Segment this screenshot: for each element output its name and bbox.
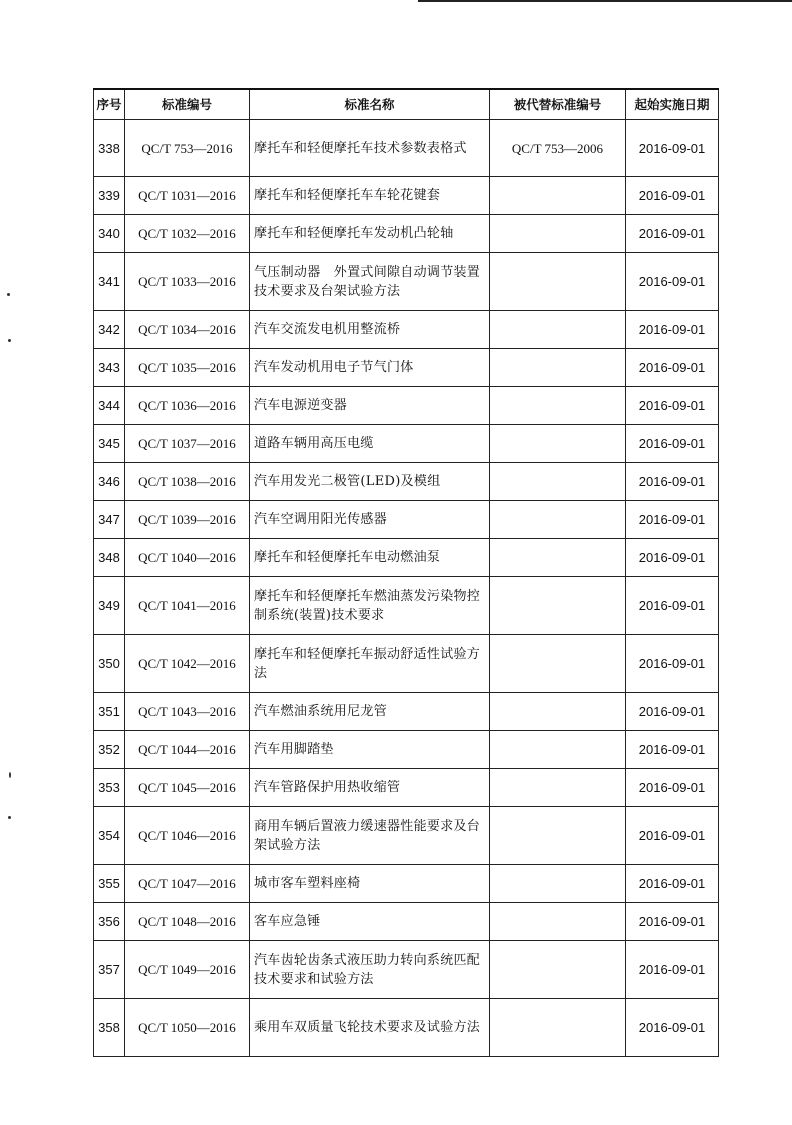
row-standard-name: 汽车用脚踏垫 <box>250 731 490 769</box>
row-standard-code: QC/T 1044—2016 <box>125 731 250 769</box>
row-standard-code: QC/T 1037—2016 <box>125 425 250 463</box>
table-row <box>94 635 719 693</box>
header-replaced: 被代替标准编号 <box>490 89 626 120</box>
top-scan-line <box>418 0 792 2</box>
row-standard-code: QC/T 1045—2016 <box>125 769 250 807</box>
row-replaced-code <box>490 311 626 349</box>
row-replaced-code <box>490 425 626 463</box>
row-standard-name: 摩托车和轻便摩托车振动舒适性试验方法 <box>250 635 490 693</box>
table-row <box>94 120 719 177</box>
row-seq: 341 <box>94 253 125 311</box>
row-standard-code: QC/T 1040—2016 <box>125 539 250 577</box>
scan-speck <box>8 816 11 819</box>
row-standard-name: 汽车电源逆变器 <box>250 387 490 425</box>
row-effective-date: 2016-09-01 <box>626 807 719 865</box>
table-row <box>94 941 719 999</box>
row-standard-code: QC/T 1035—2016 <box>125 349 250 387</box>
table-row <box>94 807 719 865</box>
header-row <box>94 89 719 120</box>
row-seq: 347 <box>94 501 125 539</box>
table-row <box>94 425 719 463</box>
row-standard-code: QC/T 1038—2016 <box>125 463 250 501</box>
row-seq: 352 <box>94 731 125 769</box>
row-effective-date: 2016-09-01 <box>626 577 719 635</box>
row-replaced-code <box>490 387 626 425</box>
standards-table <box>93 88 719 1057</box>
row-standard-code: QC/T 1039—2016 <box>125 501 250 539</box>
row-replaced-code <box>490 693 626 731</box>
table-header <box>94 89 719 120</box>
table-row <box>94 769 719 807</box>
row-standard-code: QC/T 1047—2016 <box>125 865 250 903</box>
row-replaced-code: QC/T 753—2006 <box>490 120 626 177</box>
row-replaced-code <box>490 349 626 387</box>
row-effective-date: 2016-09-01 <box>626 635 719 693</box>
row-effective-date: 2016-09-01 <box>626 501 719 539</box>
row-standard-name: 道路车辆用高压电缆 <box>250 425 490 463</box>
row-seq: 343 <box>94 349 125 387</box>
row-seq: 357 <box>94 941 125 999</box>
row-replaced-code <box>490 731 626 769</box>
table-row <box>94 865 719 903</box>
row-effective-date: 2016-09-01 <box>626 865 719 903</box>
row-replaced-code <box>490 941 626 999</box>
table-row <box>94 903 719 941</box>
row-seq: 355 <box>94 865 125 903</box>
row-seq: 344 <box>94 387 125 425</box>
row-replaced-code <box>490 177 626 215</box>
row-seq: 338 <box>94 120 125 177</box>
row-standard-name: 汽车用发光二极管(LED)及模组 <box>250 463 490 501</box>
row-effective-date: 2016-09-01 <box>626 177 719 215</box>
table-row <box>94 215 719 253</box>
row-standard-code: QC/T 1049—2016 <box>125 941 250 999</box>
row-standard-name: 城市客车塑料座椅 <box>250 865 490 903</box>
row-replaced-code <box>490 577 626 635</box>
table-row <box>94 387 719 425</box>
header-date: 起始实施日期 <box>626 89 719 120</box>
row-standard-name: 汽车空调用阳光传感器 <box>250 501 490 539</box>
header-code: 标准编号 <box>125 89 250 120</box>
row-effective-date: 2016-09-01 <box>626 425 719 463</box>
scan-speck <box>8 339 11 342</box>
row-seq: 353 <box>94 769 125 807</box>
row-replaced-code <box>490 999 626 1057</box>
row-effective-date: 2016-09-01 <box>626 387 719 425</box>
row-replaced-code <box>490 807 626 865</box>
row-standard-code: QC/T 1033—2016 <box>125 253 250 311</box>
row-effective-date: 2016-09-01 <box>626 731 719 769</box>
row-seq: 348 <box>94 539 125 577</box>
row-seq: 339 <box>94 177 125 215</box>
table-row <box>94 731 719 769</box>
row-standard-code: QC/T 1050—2016 <box>125 999 250 1057</box>
row-replaced-code <box>490 215 626 253</box>
scan-speck <box>9 772 11 778</box>
table-body <box>94 120 719 1057</box>
row-seq: 349 <box>94 577 125 635</box>
table-row <box>94 693 719 731</box>
row-replaced-code <box>490 635 626 693</box>
header-seq: 序号 <box>94 89 125 120</box>
row-seq: 356 <box>94 903 125 941</box>
row-seq: 346 <box>94 463 125 501</box>
row-effective-date: 2016-09-01 <box>626 539 719 577</box>
row-standard-name: 摩托车和轻便摩托车电动燃油泵 <box>250 539 490 577</box>
row-effective-date: 2016-09-01 <box>626 215 719 253</box>
row-effective-date: 2016-09-01 <box>626 903 719 941</box>
row-standard-code: QC/T 1043—2016 <box>125 693 250 731</box>
row-standard-name: 客车应急锤 <box>250 903 490 941</box>
row-effective-date: 2016-09-01 <box>626 311 719 349</box>
table-row <box>94 253 719 311</box>
row-effective-date: 2016-09-01 <box>626 120 719 177</box>
row-seq: 351 <box>94 693 125 731</box>
row-standard-code: QC/T 1036—2016 <box>125 387 250 425</box>
row-standard-code: QC/T 1048—2016 <box>125 903 250 941</box>
row-effective-date: 2016-09-01 <box>626 999 719 1057</box>
table-row <box>94 501 719 539</box>
row-standard-code: QC/T 1041—2016 <box>125 577 250 635</box>
row-standard-name: 汽车燃油系统用尼龙管 <box>250 693 490 731</box>
row-seq: 340 <box>94 215 125 253</box>
row-seq: 354 <box>94 807 125 865</box>
row-standard-name: 汽车齿轮齿条式液压助力转向系统匹配技术要求和试验方法 <box>250 941 490 999</box>
row-seq: 358 <box>94 999 125 1057</box>
row-effective-date: 2016-09-01 <box>626 769 719 807</box>
scan-speck <box>7 293 10 296</box>
row-standard-code: QC/T 1032—2016 <box>125 215 250 253</box>
row-replaced-code <box>490 769 626 807</box>
row-standard-name: 乘用车双质量飞轮技术要求及试验方法 <box>250 999 490 1057</box>
row-standard-code: QC/T 1042—2016 <box>125 635 250 693</box>
table-row <box>94 463 719 501</box>
table-row <box>94 999 719 1057</box>
row-effective-date: 2016-09-01 <box>626 941 719 999</box>
table-row <box>94 539 719 577</box>
row-standard-name: 汽车交流发电机用整流桥 <box>250 311 490 349</box>
table-row <box>94 577 719 635</box>
row-replaced-code <box>490 463 626 501</box>
row-standard-code: QC/T 1031—2016 <box>125 177 250 215</box>
row-effective-date: 2016-09-01 <box>626 349 719 387</box>
header-name: 标准名称 <box>250 89 490 120</box>
row-standard-code: QC/T 753—2016 <box>125 120 250 177</box>
row-replaced-code <box>490 539 626 577</box>
row-effective-date: 2016-09-01 <box>626 463 719 501</box>
row-standard-name: 汽车管路保护用热收缩管 <box>250 769 490 807</box>
table-row <box>94 349 719 387</box>
row-seq: 345 <box>94 425 125 463</box>
table-row <box>94 311 719 349</box>
row-replaced-code <box>490 253 626 311</box>
row-effective-date: 2016-09-01 <box>626 253 719 311</box>
row-standard-name: 气压制动器 外置式间隙自动调节装置技术要求及台架试验方法 <box>250 253 490 311</box>
row-standard-name: 摩托车和轻便摩托车车轮花键套 <box>250 177 490 215</box>
row-standard-code: QC/T 1046—2016 <box>125 807 250 865</box>
row-standard-name: 摩托车和轻便摩托车技术参数表格式 <box>250 120 490 177</box>
row-effective-date: 2016-09-01 <box>626 693 719 731</box>
row-seq: 342 <box>94 311 125 349</box>
row-replaced-code <box>490 865 626 903</box>
row-standard-name: 汽车发动机用电子节气门体 <box>250 349 490 387</box>
row-standard-name: 摩托车和轻便摩托车发动机凸轮轴 <box>250 215 490 253</box>
row-standard-name: 摩托车和轻便摩托车燃油蒸发污染物控制系统(装置)技术要求 <box>250 577 490 635</box>
row-standard-code: QC/T 1034—2016 <box>125 311 250 349</box>
row-seq: 350 <box>94 635 125 693</box>
row-replaced-code <box>490 903 626 941</box>
table-row <box>94 177 719 215</box>
row-standard-name: 商用车辆后置液力缓速器性能要求及台架试验方法 <box>250 807 490 865</box>
row-replaced-code <box>490 501 626 539</box>
